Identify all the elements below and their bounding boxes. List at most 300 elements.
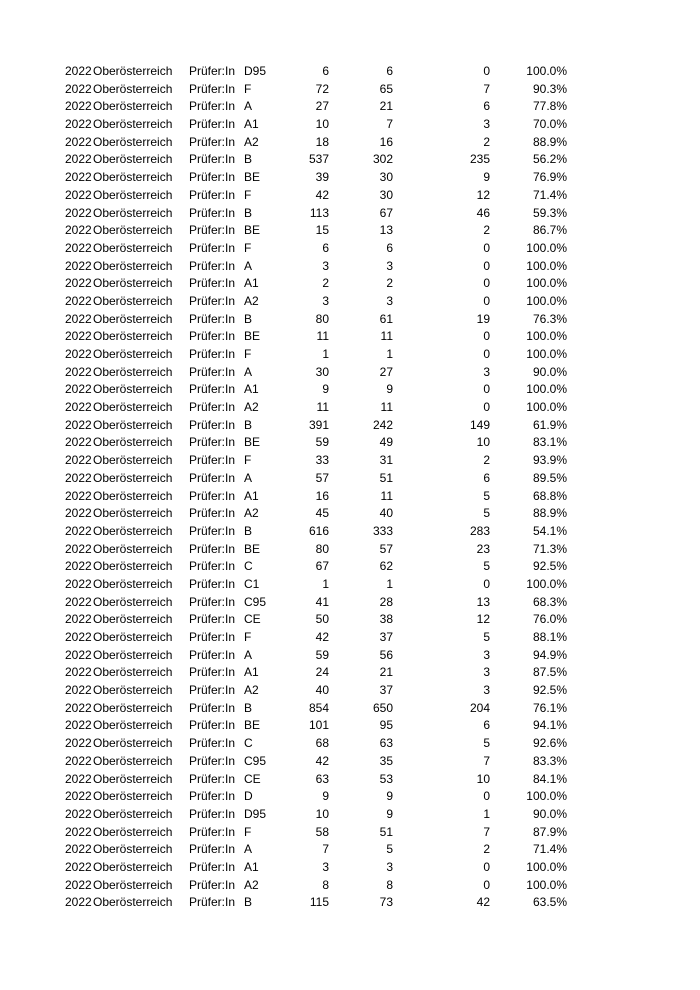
passed-cell: 61: [379, 311, 393, 326]
year-cell: 2022: [65, 99, 92, 114]
total-cell: 67: [315, 559, 329, 574]
year-cell: 2022: [65, 364, 92, 379]
table-row: [0, 81, 700, 99]
total-cell: 50: [315, 612, 329, 627]
year-cell: 2022: [65, 64, 92, 78]
state-cell: Oberösterreich: [93, 736, 173, 751]
table-row: [0, 417, 700, 435]
total-cell: 59: [315, 435, 329, 450]
year-cell: 2022: [65, 665, 92, 680]
table-row: [0, 116, 700, 134]
failed-cell: 12: [476, 612, 490, 627]
role-cell: Prüfer:In: [189, 329, 236, 344]
class-cell: D95: [244, 806, 267, 821]
failed-cell: 5: [483, 736, 490, 751]
passed-cell: 38: [379, 612, 393, 627]
passed-cell: 21: [379, 665, 393, 680]
pass-rate-cell: 100.0%: [526, 859, 567, 874]
failed-cell: 46: [476, 205, 490, 220]
year-cell: 2022: [65, 877, 92, 892]
class-cell: A2: [244, 877, 259, 892]
role-cell: Prüfer:In: [189, 541, 236, 556]
table-row: [0, 735, 700, 753]
passed-cell: 9: [386, 789, 393, 804]
class-cell: A2: [244, 506, 259, 521]
role-cell: Prüfer:In: [189, 258, 236, 273]
role-cell: Prüfer:In: [189, 205, 236, 220]
failed-cell: 0: [483, 576, 490, 591]
failed-cell: 0: [483, 789, 490, 804]
pass-rate-cell: 77.8%: [532, 99, 567, 114]
total-cell: 3: [322, 258, 329, 273]
state-cell: Oberösterreich: [93, 435, 173, 450]
state-cell: Oberösterreich: [93, 470, 173, 485]
role-cell: Prüfer:In: [189, 576, 236, 591]
total-cell: 113: [309, 205, 329, 220]
pass-rate-cell: 88.9%: [532, 506, 567, 521]
passed-cell: 63: [379, 736, 393, 751]
role-cell: Prüfer:In: [189, 842, 236, 857]
year-cell: 2022: [65, 417, 92, 432]
total-cell: 41: [315, 594, 329, 609]
failed-cell: 2: [483, 842, 490, 857]
passed-cell: 9: [386, 806, 393, 821]
table-row: [0, 63, 700, 81]
passed-cell: 650: [372, 700, 393, 715]
role-cell: Prüfer:In: [189, 594, 236, 609]
role-cell: Prüfer:In: [189, 718, 236, 733]
failed-cell: 0: [483, 64, 490, 78]
state-cell: Oberösterreich: [93, 789, 173, 804]
table-row: [0, 311, 700, 329]
table-row: [0, 399, 700, 417]
year-cell: 2022: [65, 205, 92, 220]
failed-cell: 0: [483, 382, 490, 397]
class-cell: A1: [244, 665, 259, 680]
year-cell: 2022: [65, 771, 92, 786]
total-cell: 80: [315, 311, 329, 326]
state-cell: Oberösterreich: [93, 753, 173, 768]
total-cell: 63: [315, 771, 329, 786]
class-cell: D: [244, 789, 253, 804]
pass-rate-cell: 100.0%: [526, 329, 567, 344]
year-cell: 2022: [65, 806, 92, 821]
year-cell: 2022: [65, 329, 92, 344]
pass-rate-cell: 100.0%: [526, 347, 567, 361]
class-cell: A1: [244, 488, 259, 503]
role-cell: Prüfer:In: [189, 683, 236, 698]
passed-cell: 73: [379, 895, 393, 910]
class-cell: BE: [244, 541, 261, 556]
passed-cell: 1: [386, 347, 393, 361]
role-cell: Prüfer:In: [189, 347, 236, 361]
total-cell: 1: [322, 347, 329, 361]
year-cell: 2022: [65, 293, 92, 308]
role-cell: Prüfer:In: [189, 753, 236, 768]
class-cell: B: [244, 205, 253, 220]
passed-cell: 51: [379, 470, 393, 485]
role-cell: Prüfer:In: [189, 382, 236, 397]
passed-cell: 21: [379, 99, 393, 114]
year-cell: 2022: [65, 700, 92, 715]
total-cell: 58: [315, 824, 329, 839]
table-row: [0, 452, 700, 470]
pass-rate-cell: 90.3%: [532, 81, 567, 96]
class-cell: A: [244, 364, 253, 379]
role-cell: Prüfer:In: [189, 488, 236, 503]
passed-cell: 11: [380, 400, 393, 415]
state-cell: Oberösterreich: [93, 488, 173, 503]
table-row: [0, 328, 700, 346]
role-cell: Prüfer:In: [189, 64, 236, 78]
failed-cell: 6: [483, 470, 490, 485]
state-cell: Oberösterreich: [93, 400, 173, 415]
year-cell: 2022: [65, 506, 92, 521]
table-row: [0, 877, 700, 895]
state-cell: Oberösterreich: [93, 258, 173, 273]
state-cell: Oberösterreich: [93, 877, 173, 892]
role-cell: Prüfer:In: [189, 453, 236, 468]
passed-cell: 57: [379, 541, 393, 556]
year-cell: 2022: [65, 630, 92, 644]
class-cell: C: [244, 736, 253, 751]
failed-cell: 3: [483, 364, 490, 379]
role-cell: Prüfer:In: [189, 223, 236, 238]
state-cell: Oberösterreich: [93, 630, 173, 644]
year-cell: 2022: [65, 187, 92, 202]
state-cell: Oberösterreich: [93, 453, 173, 468]
role-cell: Prüfer:In: [189, 630, 236, 644]
table-row: [0, 806, 700, 824]
pass-rate-cell: 90.0%: [532, 364, 567, 379]
role-cell: Prüfer:In: [189, 276, 236, 291]
passed-cell: 242: [372, 417, 393, 432]
state-cell: Oberösterreich: [93, 64, 173, 78]
failed-cell: 235: [469, 152, 490, 167]
class-cell: A1: [244, 859, 259, 874]
failed-cell: 0: [483, 400, 490, 415]
class-cell: D95: [244, 64, 267, 78]
failed-cell: 9: [483, 170, 490, 185]
state-cell: Oberösterreich: [93, 240, 173, 255]
pass-rate-cell: 100.0%: [526, 240, 567, 255]
failed-cell: 7: [483, 824, 490, 839]
data-table: [0, 63, 700, 912]
role-cell: Prüfer:In: [189, 311, 236, 326]
class-cell: BE: [244, 718, 261, 733]
class-cell: A2: [244, 293, 259, 308]
pass-rate-cell: 88.9%: [532, 134, 567, 149]
state-cell: Oberösterreich: [93, 134, 173, 149]
failed-cell: 204: [469, 700, 490, 715]
pass-rate-cell: 94.1%: [532, 718, 567, 733]
pass-rate-cell: 100.0%: [526, 258, 567, 273]
role-cell: Prüfer:In: [189, 771, 236, 786]
state-cell: Oberösterreich: [93, 523, 173, 538]
passed-cell: 37: [379, 683, 393, 698]
total-cell: 9: [322, 789, 329, 804]
role-cell: Prüfer:In: [189, 736, 236, 751]
role-cell: Prüfer:In: [189, 559, 236, 574]
failed-cell: 19: [476, 311, 490, 326]
state-cell: Oberösterreich: [93, 683, 173, 698]
state-cell: Oberösterreich: [93, 364, 173, 379]
state-cell: Oberösterreich: [93, 223, 173, 238]
role-cell: Prüfer:In: [189, 240, 236, 255]
pass-rate-cell: 94.9%: [532, 647, 567, 662]
table-row: [0, 558, 700, 576]
table-row: [0, 771, 700, 789]
failed-cell: 0: [483, 877, 490, 892]
failed-cell: 5: [483, 559, 490, 574]
total-cell: 11: [316, 400, 329, 415]
class-cell: C1: [244, 576, 260, 591]
passed-cell: 11: [380, 488, 393, 503]
table-row: [0, 824, 700, 842]
total-cell: 68: [315, 736, 329, 751]
pass-rate-cell: 92.6%: [532, 736, 567, 751]
role-cell: Prüfer:In: [189, 134, 236, 149]
failed-cell: 6: [483, 99, 490, 114]
state-cell: Oberösterreich: [93, 329, 173, 344]
class-cell: B: [244, 523, 253, 538]
state-cell: Oberösterreich: [93, 594, 173, 609]
state-cell: Oberösterreich: [93, 99, 173, 114]
year-cell: 2022: [65, 559, 92, 574]
pass-rate-cell: 54.1%: [532, 523, 567, 538]
total-cell: 854: [308, 700, 329, 715]
total-cell: 42: [315, 753, 329, 768]
passed-cell: 40: [379, 506, 393, 521]
class-cell: F: [244, 630, 252, 644]
role-cell: Prüfer:In: [189, 859, 236, 874]
state-cell: Oberösterreich: [93, 347, 173, 361]
failed-cell: 0: [483, 240, 490, 255]
passed-cell: 30: [379, 187, 393, 202]
class-cell: BE: [244, 170, 261, 185]
year-cell: 2022: [65, 718, 92, 733]
failed-cell: 0: [483, 258, 490, 273]
role-cell: Prüfer:In: [189, 435, 236, 450]
pass-rate-cell: 68.8%: [532, 488, 567, 503]
passed-cell: 65: [379, 81, 393, 96]
state-cell: Oberösterreich: [93, 417, 173, 432]
passed-cell: 9: [386, 382, 393, 397]
failed-cell: 0: [483, 329, 490, 344]
table-row: [0, 169, 700, 187]
failed-cell: 3: [483, 117, 490, 132]
passed-cell: 95: [379, 718, 393, 733]
pass-rate-cell: 83.3%: [532, 753, 567, 768]
year-cell: 2022: [65, 276, 92, 291]
passed-cell: 16: [379, 134, 393, 149]
role-cell: Prüfer:In: [189, 523, 236, 538]
total-cell: 7: [322, 842, 329, 857]
pass-rate-cell: 87.9%: [532, 824, 567, 839]
failed-cell: 0: [483, 293, 490, 308]
class-cell: B: [244, 700, 253, 715]
table-row: [0, 222, 700, 240]
state-cell: Oberösterreich: [93, 187, 173, 202]
table-row: [0, 594, 700, 612]
pass-rate-cell: 92.5%: [532, 559, 567, 574]
passed-cell: 7: [386, 117, 393, 132]
passed-cell: 2: [386, 276, 393, 291]
total-cell: 80: [315, 541, 329, 556]
pass-rate-cell: 100.0%: [526, 276, 567, 291]
role-cell: Prüfer:In: [189, 293, 236, 308]
failed-cell: 5: [483, 488, 490, 503]
total-cell: 45: [315, 506, 329, 521]
table-row: [0, 187, 700, 205]
table-row: [0, 788, 700, 806]
role-cell: Prüfer:In: [189, 470, 236, 485]
passed-cell: 5: [386, 842, 393, 857]
role-cell: Prüfer:In: [189, 364, 236, 379]
pass-rate-cell: 83.1%: [532, 435, 567, 450]
table-row: [0, 700, 700, 718]
failed-cell: 283: [469, 523, 490, 538]
pass-rate-cell: 84.1%: [532, 771, 567, 786]
passed-cell: 31: [379, 453, 393, 468]
failed-cell: 0: [483, 347, 490, 361]
table-row: [0, 151, 700, 169]
class-cell: C95: [244, 753, 267, 768]
role-cell: Prüfer:In: [189, 647, 236, 662]
table-row: [0, 258, 700, 276]
failed-cell: 1: [483, 806, 490, 821]
total-cell: 101: [308, 718, 329, 733]
failed-cell: 6: [483, 718, 490, 733]
failed-cell: 2: [483, 453, 490, 468]
class-cell: CE: [244, 612, 261, 627]
class-cell: CE: [244, 771, 261, 786]
role-cell: Prüfer:In: [189, 152, 236, 167]
role-cell: Prüfer:In: [189, 895, 236, 910]
class-cell: A: [244, 258, 253, 273]
passed-cell: 27: [379, 364, 393, 379]
year-cell: 2022: [65, 576, 92, 591]
year-cell: 2022: [65, 523, 92, 538]
total-cell: 59: [315, 647, 329, 662]
failed-cell: 2: [483, 134, 490, 149]
total-cell: 391: [308, 417, 329, 432]
state-cell: Oberösterreich: [93, 117, 173, 132]
pass-rate-cell: 76.0%: [532, 612, 567, 627]
total-cell: 3: [322, 859, 329, 874]
year-cell: 2022: [65, 134, 92, 149]
total-cell: 24: [315, 665, 329, 680]
state-cell: Oberösterreich: [93, 895, 173, 910]
table-row: [0, 505, 700, 523]
role-cell: Prüfer:In: [189, 806, 236, 821]
state-cell: Oberösterreich: [93, 612, 173, 627]
pass-rate-cell: 61.9%: [532, 417, 567, 432]
failed-cell: 0: [483, 859, 490, 874]
state-cell: Oberösterreich: [93, 806, 173, 821]
pass-rate-cell: 88.1%: [532, 630, 567, 644]
total-cell: 6: [322, 64, 329, 78]
total-cell: 2: [322, 276, 329, 291]
state-cell: Oberösterreich: [93, 665, 173, 680]
class-cell: A: [244, 647, 253, 662]
state-cell: Oberösterreich: [93, 576, 173, 591]
state-cell: Oberösterreich: [93, 506, 173, 521]
table-row: [0, 611, 700, 629]
class-cell: B: [244, 152, 253, 167]
class-cell: BE: [244, 223, 261, 238]
total-cell: 57: [315, 470, 329, 485]
year-cell: 2022: [65, 824, 92, 839]
state-cell: Oberösterreich: [93, 152, 173, 167]
failed-cell: 3: [483, 665, 490, 680]
failed-cell: 23: [476, 541, 490, 556]
pass-rate-cell: 56.2%: [532, 152, 567, 167]
role-cell: Prüfer:In: [189, 117, 236, 132]
state-cell: Oberösterreich: [93, 293, 173, 308]
year-cell: 2022: [65, 612, 92, 627]
failed-cell: 5: [483, 506, 490, 521]
role-cell: Prüfer:In: [189, 700, 236, 715]
year-cell: 2022: [65, 647, 92, 662]
year-cell: 2022: [65, 382, 92, 397]
table-row: [0, 629, 700, 647]
total-cell: 616: [308, 523, 329, 538]
total-cell: 40: [315, 683, 329, 698]
state-cell: Oberösterreich: [93, 559, 173, 574]
failed-cell: 3: [483, 647, 490, 662]
pass-rate-cell: 59.3%: [532, 205, 567, 220]
year-cell: 2022: [65, 347, 92, 361]
state-cell: Oberösterreich: [93, 824, 173, 839]
table-row: [0, 488, 700, 506]
table-row: [0, 753, 700, 771]
total-cell: 15: [315, 223, 329, 238]
class-cell: A2: [244, 400, 259, 415]
total-cell: 115: [309, 895, 329, 910]
total-cell: 42: [315, 630, 329, 644]
total-cell: 10: [315, 117, 329, 132]
total-cell: 72: [315, 81, 329, 96]
role-cell: Prüfer:In: [189, 81, 236, 96]
role-cell: Prüfer:In: [189, 612, 236, 627]
table-row: [0, 541, 700, 559]
table-row: [0, 98, 700, 116]
passed-cell: 1: [386, 576, 393, 591]
table-row: [0, 381, 700, 399]
class-cell: F: [244, 824, 252, 839]
passed-cell: 53: [379, 771, 393, 786]
failed-cell: 10: [476, 435, 490, 450]
pass-rate-cell: 100.0%: [526, 576, 567, 591]
passed-cell: 6: [386, 240, 393, 255]
passed-cell: 67: [379, 205, 393, 220]
passed-cell: 28: [379, 594, 393, 609]
class-cell: B: [244, 311, 253, 326]
role-cell: Prüfer:In: [189, 665, 236, 680]
table-row: [0, 841, 700, 859]
pass-rate-cell: 100.0%: [526, 400, 567, 415]
state-cell: Oberösterreich: [93, 382, 173, 397]
table-row: [0, 134, 700, 152]
table-row: [0, 275, 700, 293]
state-cell: Oberösterreich: [93, 842, 173, 857]
role-cell: Prüfer:In: [189, 417, 236, 432]
class-cell: B: [244, 417, 253, 432]
year-cell: 2022: [65, 594, 92, 609]
class-cell: C95: [244, 594, 267, 609]
class-cell: A2: [244, 134, 259, 149]
